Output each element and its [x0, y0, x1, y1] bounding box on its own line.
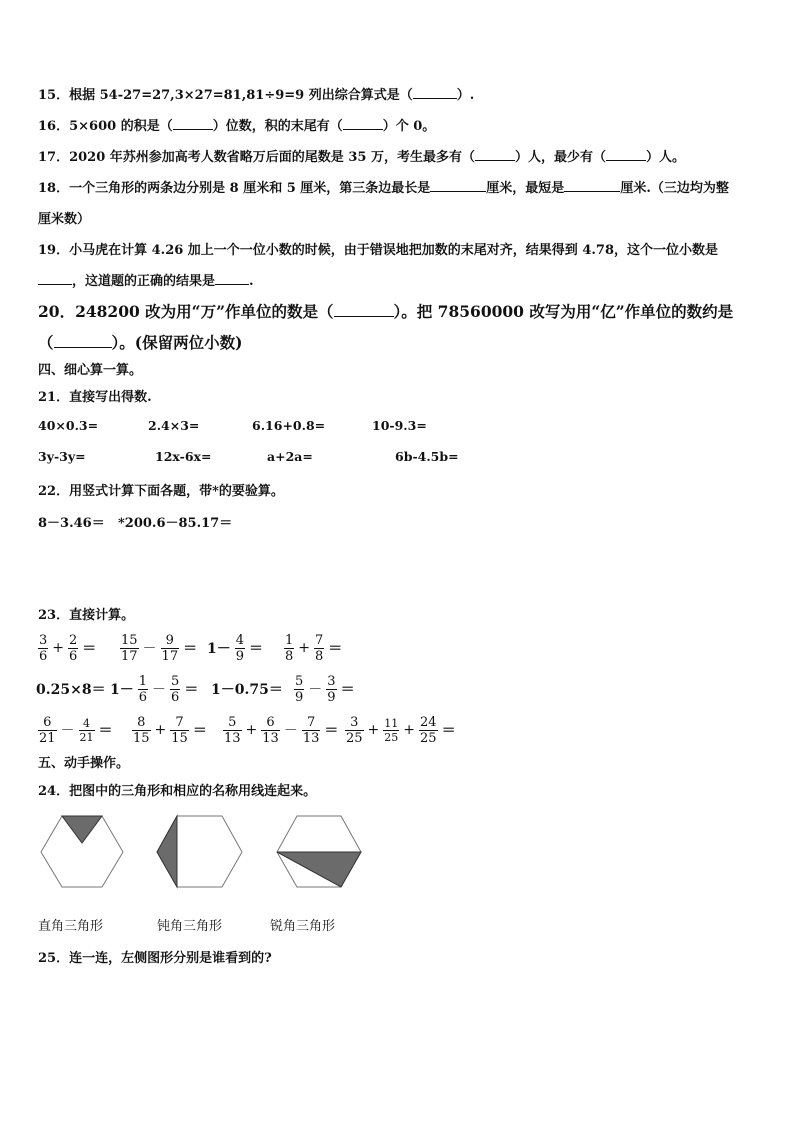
question-text: 248200 改为用“万”作单位的数是（ [75, 302, 334, 321]
fraction: $\frac{15}{17}$ [121, 632, 138, 664]
question-number: 25． [38, 951, 70, 966]
fraction: $\frac{5}{9}$ [295, 673, 304, 705]
question-title: 直接写出得数. [69, 390, 152, 405]
question-text: ）位数，积的末尾有（ [212, 119, 343, 134]
fraction: $\frac{24}{25}$ [420, 714, 437, 746]
fraction: $\frac{3}{25}$ [346, 714, 363, 746]
question-text: ）。(保留两位小数) [111, 333, 243, 352]
question-title: 把图中的三角形和相应的名称用线连起来。 [69, 784, 317, 799]
question-text: . [249, 274, 254, 289]
fraction-expression: $\frac{8}{15}$ + $\frac{7}{15}$ ＝ [133, 714, 207, 746]
fraction-expression: $\frac{6}{21}$ － $\frac{4}{21}$ ＝ [39, 714, 113, 746]
question-number: 19． [38, 243, 70, 258]
fraction: $\frac{11}{25}$ [384, 716, 399, 744]
question-text: 根据 54-27=27,3×27=81,81÷9=9 列出综合算式是（ [69, 88, 413, 103]
calc-item: a+2a= [267, 449, 313, 464]
vertical-calc-item: *200.6－85.17＝ [118, 516, 233, 531]
question-text: 小马虎在计算 4.26 加上一个一位小数的时候，由于错误地把加数的末尾对齐，结果得到 4.78，这个一位小数是 [69, 243, 718, 258]
vertical-calc-item: 8－3.46＝ [38, 516, 105, 531]
question-number: 20． [38, 302, 76, 321]
question-text-end: ）. [456, 88, 475, 103]
decimal-expression: 1－0.75＝ [211, 682, 283, 698]
calc-item: 3y-3y= [38, 449, 86, 464]
shaded-triangle [157, 816, 177, 887]
fraction: $\frac{9}{17}$ [161, 632, 179, 664]
question-number: 22． [38, 484, 70, 499]
question-text: ）人。 [645, 150, 685, 165]
fraction-expression: $\frac{15}{17}$ － $\frac{9}{17}$ ＝ [121, 632, 198, 664]
question-number: 17． [38, 150, 70, 165]
question-number: 21． [38, 390, 70, 405]
question-number: 23． [38, 608, 70, 623]
fraction: $\frac{4}{9}$ [235, 632, 245, 664]
hexagon-acute-triangle[interactable] [277, 816, 361, 887]
question-number: 16． [38, 119, 70, 134]
hexagon-right-triangle[interactable] [41, 816, 123, 887]
question-title: 直接计算。 [69, 608, 135, 623]
fraction: $\frac{7}{15}$ [171, 714, 188, 746]
question-text: ）个 0。 [382, 119, 436, 134]
question-text: 5×600 的积是（ [69, 119, 173, 134]
question-text: 一个三角形的两条边分别是 8 厘米和 5 厘米，第三条边最长是 [69, 181, 431, 196]
calc-item: 40×0.3= [38, 418, 99, 433]
fraction-expression: $\frac{3}{6}$ + $\frac{2}{6}$ ＝ [39, 632, 97, 664]
question-title: 用竖式计算下面各题，带*的要验算。 [69, 484, 284, 499]
fraction-expression: $\frac{5}{9}$ － $\frac{3}{9}$ ＝ [295, 673, 355, 705]
question-text: ，这道题的正确的结果是 [72, 274, 216, 289]
label-acute-triangle[interactable]: 锐角三角形 [270, 919, 336, 934]
paren-open: （ [38, 333, 54, 352]
question-25 [38, 947, 272, 966]
shaded-triangle [62, 816, 102, 843]
question-18-continued: 厘米数） [38, 212, 91, 227]
question-text: ）人，最少有（ [514, 150, 606, 165]
question-text: 厘米，最短是 [486, 181, 565, 196]
fraction: $\frac{1}{8}$ [285, 632, 294, 664]
fraction-expression: 1－ $\frac{1}{6}$ － $\frac{5}{6}$ ＝ [110, 673, 199, 705]
fraction: $\frac{6}{21}$ [39, 714, 56, 746]
calc-item: 2.4×3= [148, 418, 200, 433]
fraction: $\frac{5}{6}$ [171, 673, 180, 705]
label-right-triangle[interactable]: 直角三角形 [38, 919, 104, 934]
section-5-heading: 五、动手操作。 [38, 756, 130, 771]
fraction: $\frac{3}{9}$ [327, 673, 336, 705]
fraction: $\frac{4}{21}$ [79, 716, 94, 744]
fraction-expression: $\frac{1}{8}$ + $\frac{7}{8}$ ＝ [285, 632, 343, 664]
fraction: $\frac{3}{6}$ [39, 632, 48, 664]
fraction-expression: $\frac{5}{13}$ + $\frac{6}{13}$ － $\frac{7}{13}$ ＝ [224, 714, 339, 746]
fraction: $\frac{7}{8}$ [315, 632, 324, 664]
fraction: $\frac{8}{15}$ [133, 714, 150, 746]
question-text: 2020 年苏州参加高考人数省略万后面的尾数是 35 万，考生最多有（ [69, 150, 475, 165]
question-text: ）。把 78560000 改写为用“亿”作单位的数约是 [393, 302, 734, 321]
fraction-expression: 1－ $\frac{4}{9}$ ＝ [207, 632, 264, 664]
calc-item: 6.16+0.8= [252, 418, 326, 433]
question-number: 24． [38, 784, 70, 799]
question-title: 连一连，左侧图形分别是谁看到的? [69, 951, 272, 966]
decimal-expression: 0.25×8＝ [36, 682, 106, 698]
question-number: 18． [38, 181, 70, 196]
fraction: $\frac{7}{13}$ [302, 714, 320, 746]
question-text: 厘米.（三边均为整 [620, 181, 729, 196]
fraction: $\frac{6}{13}$ [262, 714, 279, 746]
fraction: $\frac{5}{13}$ [224, 714, 241, 746]
label-obtuse-triangle[interactable]: 钝角三角形 [157, 919, 223, 934]
calc-item: 12x-6x= [155, 449, 212, 464]
fraction-expression: $\frac{3}{25}$ + $\frac{11}{25}$ + $\frac{24}{25}$ ＝ [346, 714, 456, 746]
fraction: $\frac{2}{6}$ [69, 632, 78, 664]
calc-item: 10-9.3= [372, 418, 427, 433]
hexagon-obtuse-triangle[interactable] [157, 816, 242, 887]
question-number: 15． [38, 88, 70, 103]
shaded-triangle [277, 852, 361, 887]
calc-item: 6b-4.5b= [395, 449, 459, 464]
section-4-heading: 四、细心算一算。 [38, 363, 143, 378]
fraction: $\frac{1}{6}$ [138, 673, 148, 705]
